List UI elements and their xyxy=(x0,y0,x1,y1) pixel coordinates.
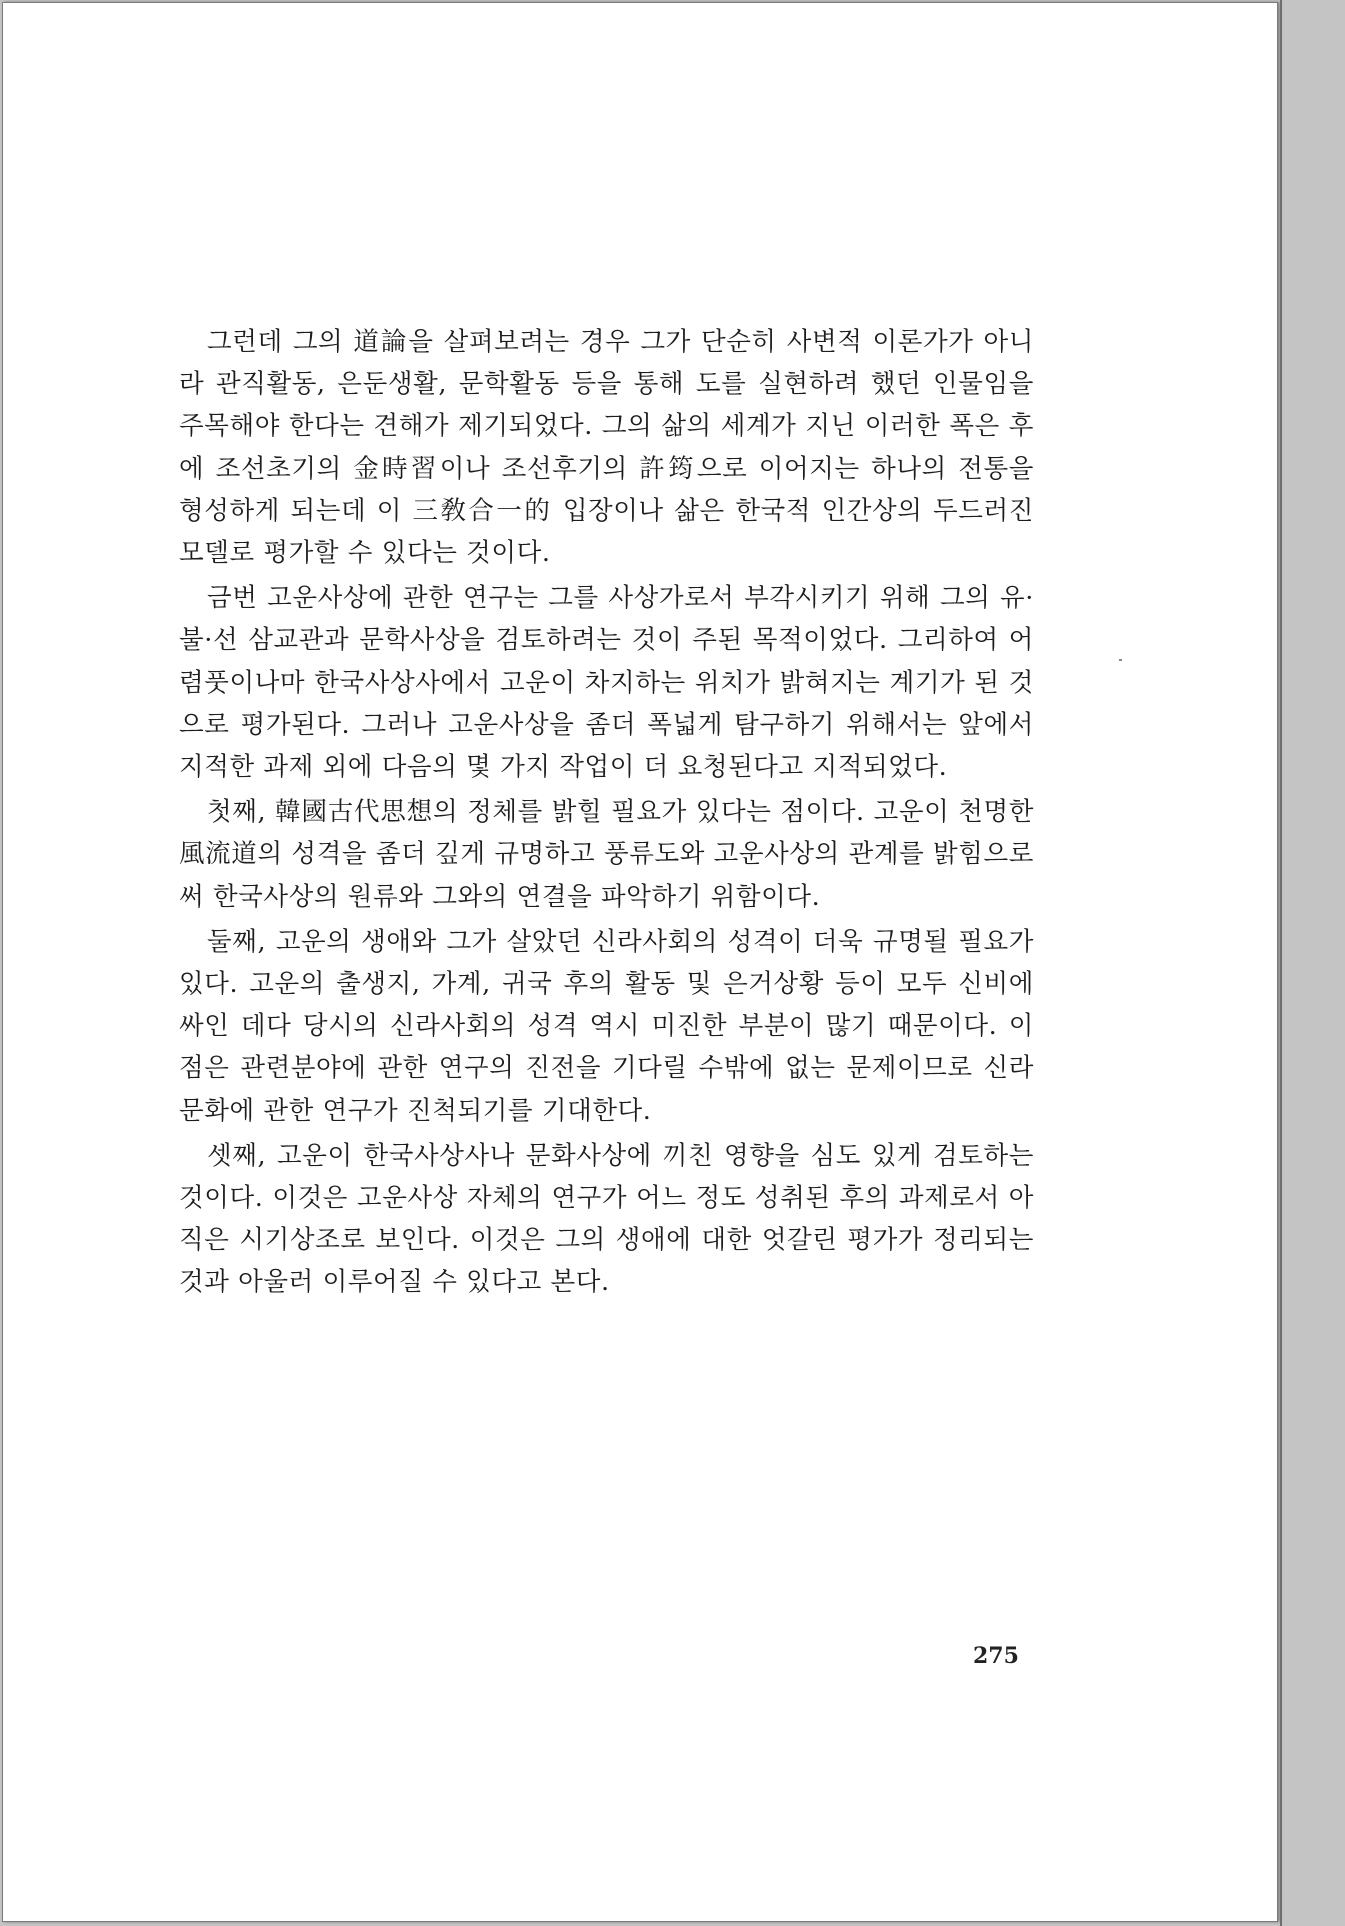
viewer-scrollbar-edge[interactable] xyxy=(1280,0,1282,1926)
paragraph-5: 셋째, 고운이 한국사상사나 문화사상에 끼친 영향을 심도 있게 검토하는 것이다. 이것은 고운사상 자체의 연구가 어느 정도 성취된 후의 과제로서 아직은 시기상조로 보인다. 이것은 그의 생애에 대한 엇갈린 평가가 정리되는 것과 아울러 이루어질 수 있다고 본다. xyxy=(179,1140,1034,1298)
scan-speck xyxy=(1119,659,1122,661)
document-page xyxy=(2,2,1278,1922)
paragraph-4: 둘째, 고운의 생애와 그가 살았던 신라사회의 성격이 더욱 규명될 필요가 있다. 고운의 출생지, 가계, 귀국 후의 활동 및 은거상황 등이 모두 신비에 싸인 데다 당시의 신라사회의 성격 역시 미진한 부분이 많기 때문이다. 이 점은 관련분야에 관한 연구의 진전을 기다릴 수밖에 없는 문제이므로 신라문화에 관한 연구가 진척되기를 기대한다. xyxy=(179,926,1034,1126)
body-text xyxy=(179,321,1034,1307)
paragraph-1: 그런데 그의 道論을 살펴보려는 경우 그가 단순히 사변적 이론가가 아니라 관직활동, 은둔생활, 문학활동 등을 통해 도를 실현하려 했던 인물임을 주목해야 한다는 견해가 제기되었다. 그의 삶의 세계가 지닌 이러한 폭은 후에 조선초기의 金時習이나 조선후기의 許筠으로 이어지는 하나의 전통을 형성하게 되는데 이 三敎合一的 입장이나 삶은 한국적 인간상의 두드러진 모델로 평가할 수 있다는 것이다. xyxy=(179,327,1034,569)
page-number: 275 xyxy=(973,1643,1019,1669)
paragraph-2: 금번 고운사상에 관한 연구는 그를 사상가로서 부각시키기 위해 그의 유·불·선 삼교관과 문학사상을 검토하려는 것이 주된 목적이었다. 그리하여 어렴풋이나마 한국사상사에서 고운이 차지하는 위치가 밝혀지는 계기가 된 것으로 평가된다. 그러나 고운사상을 좀더 폭넓게 탐구하기 위해서는 앞에서 지적한 과제 외에 다음의 몇 가지 작업이 더 요청된다고 지적되었다. xyxy=(179,583,1034,783)
paragraph-3: 첫째, 韓國古代思想의 정체를 밝힐 필요가 있다는 점이다. 고운이 천명한 風流道의 성격을 좀더 깊게 규명하고 풍류도와 고운사상의 관계를 밝힘으로써 한국사상의 원류와 그와의 연결을 파악하기 위함이다. xyxy=(179,797,1034,912)
